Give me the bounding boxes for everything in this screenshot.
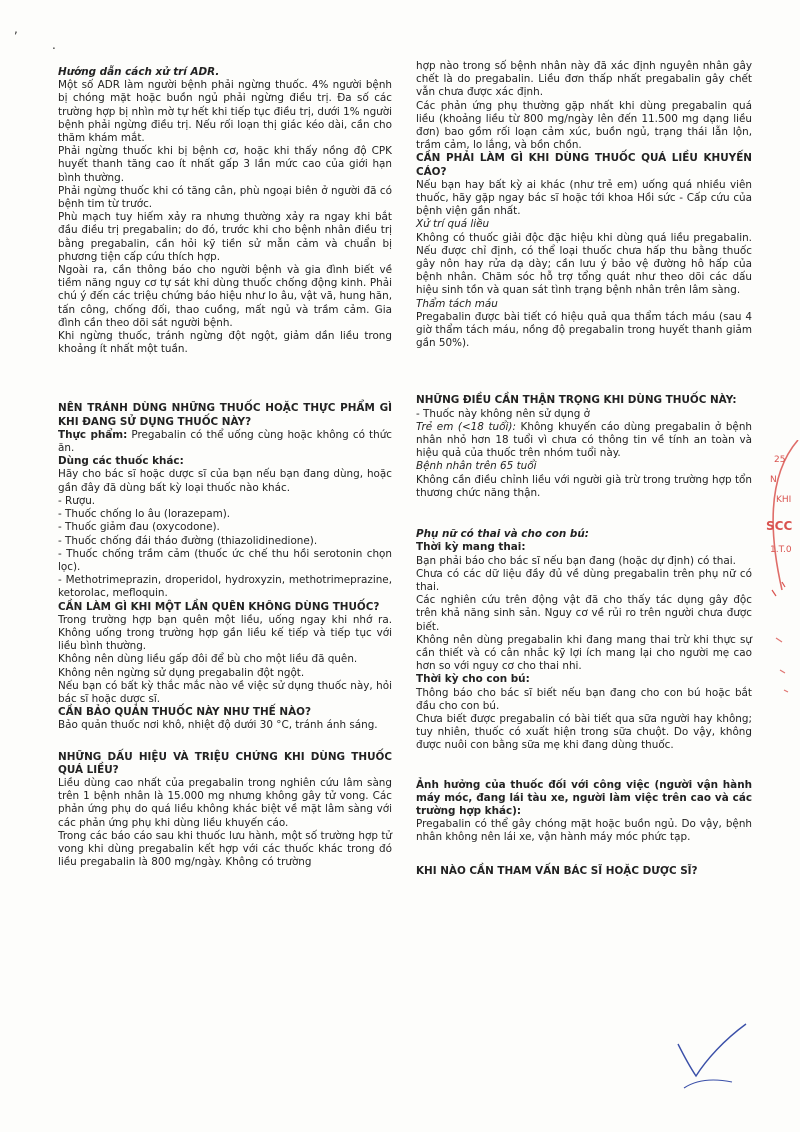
adr-heading: Hướng dẫn cách xử trí ADR.	[58, 66, 220, 78]
pregnancy-para-3: Các nghiên cứu trên động vật đã cho thấy tác dụng gây độc trên khả năng sinh sản. Nguy cơ về rủi ro trên người chưa được biết.	[416, 594, 752, 633]
adr-para-2: Phải ngừng thuốc khi bị bệnh cơ, hoặc khi thấy nồng độ CPK huyết thanh tăng cao ít nhất gấp 3 lần mức cao của giới hạn bình thường.	[58, 145, 392, 184]
stamp-text: 25	[774, 455, 786, 465]
drug-list-item: - Rượu.	[58, 494, 96, 507]
overdose-management-text: Không có thuốc giải độc đặc hiệu khi dùng quá liều pregabalin. Nếu được chỉ định, có thể loại thuốc chưa hấp thu bằng thuốc gây nôn hay rửa dạ dày; cần lưu ý bảo vệ đường hô hấp của bệnh nhân. Chăm sóc hỗ trợ tổng quát như theo dõi các dấu hiệu sinh tồn và quan sát tình trạng bệnh nhân trên lâm sàng.	[416, 231, 752, 297]
overdose-management-label: Xử trí quá liều	[416, 218, 490, 231]
elderly-text: Không cần điều chỉnh liều với người già trừ trong trường hợp tổn thương chức năng thận.	[416, 473, 752, 499]
avoid-heading: NÊN TRÁNH DÙNG NHỮNG THUỐC HOẶC THỰC PHẨM GÌ KHI ĐANG SỬ DỤNG THUỐC NÀY?	[58, 402, 392, 428]
overdose-signs-para-2: Trong các báo cáo sau khi thuốc lưu hành, một số trường hợp tử vong khi dùng pregabalin kết hợp với các thuốc khác trong đó liều pregabalin là 800 mg/ngày. Không có trường	[58, 829, 392, 869]
caution-intro: - Thuốc này không nên sử dụng ở	[416, 407, 590, 420]
scan-mark: ,	[14, 22, 18, 36]
food-label: Thực phẩm:	[58, 428, 128, 441]
missed-dose-heading: CẦN LÀM GÌ KHI MỘT LẦN QUÊN KHÔNG DÙNG THUỐC?	[58, 600, 380, 613]
drug-list-item: - Thuốc chống đái tháo đường (thiazolidinedione).	[58, 534, 318, 547]
overdose-action-heading: CẦN PHẢI LÀM GÌ KHI DÙNG THUỐC QUÁ LIỀU KHUYẾN CÁO?	[416, 152, 752, 178]
overdose-action-text: Nếu bạn hay bất kỳ ai khác (như trẻ em) uống quá nhiều viên thuốc, hãy gặp ngay bác sĩ hoặc tới khoa Hồi sức - Cấp cứu của bệnh viện gần nhất.	[416, 178, 752, 218]
other-drugs-intro: Hãy cho bác sĩ hoặc dược sĩ của bạn nếu bạn đang dùng, hoặc gần đây đã dùng bất kỳ loại thuốc nào khác.	[58, 468, 392, 494]
food-paragraph	[58, 429, 392, 455]
missed-para-1: Trong trường hợp bạn quên một liều, uống ngay khi nhớ ra. Không uống trong trường hợp gần liều kế tiếp và tiếp tục với liều bình thường.	[58, 613, 392, 653]
missed-para-2: Không nên dùng liều gấp đôi để bù cho một liều đã quên.	[58, 653, 358, 666]
pregnancy-para-2: Chưa có các dữ liệu đầy đủ về dùng pregabalin trên phụ nữ có thai.	[416, 567, 752, 593]
pregnancy-para-1: Bạn phải báo cho bác sĩ nếu bạn đang (hoặc dự định) có thai.	[416, 554, 736, 567]
adr-para-1: Một số ADR làm người bệnh phải ngừng thuốc. 4% người bệnh bị chóng mặt hoặc buồn ngủ phải ngừng điều trị. Đa số các trường hợp bị nhìn mờ tự hết khi tiếp tục điều trị, dưới 1% người bệnh phải ngừng điều trị. Nếu rối loạn thị giác kéo dài, cần cho thăm khám mắt.	[58, 79, 392, 145]
storage-heading: CẦN BẢO QUẢN THUỐC NÀY NHƯ THẾ NÀO?	[58, 706, 311, 719]
lactation-para-2: Chưa biết được pregabalin có bài tiết qua sữa người hay không; tuy nhiên, thuốc có xuất hiện trong sữa chuột. Do vậy, không được nuôi con bằng sữa mẹ khi đang dùng thuốc.	[416, 712, 752, 752]
stamp-fragment	[752, 440, 800, 600]
adr-para-3: Phải ngừng thuốc khi có tăng cân, phù ngoại biên ở người đã có bệnh tim từ trước.	[58, 184, 392, 211]
overdose-cont-para-1: hợp nào trong số bệnh nhân này đã xác định nguyên nhân gây chết là do pregabalin. Liều đơn thấp nhất pregabalin gây chết vẫn chưa được xác định.	[416, 60, 752, 99]
elderly-label: Bệnh nhân trên 65 tuổi	[416, 460, 537, 473]
dialysis-text: Pregabalin được bài tiết có hiệu quả qua thẩm tách máu (sau 4 giờ thẩm tách máu, nồng độ pregabalin trong huyết thanh giảm gần 50%).	[416, 310, 752, 350]
pregnant-heading: Phụ nữ có thai và cho con bú:	[416, 528, 589, 541]
children-label: Trẻ em (<18 tuổi):	[416, 420, 516, 433]
storage-text: Bảo quản thuốc nơi khô, nhiệt độ dưới 30 °C, tránh ánh sáng.	[58, 719, 378, 732]
stamp-marks	[766, 630, 796, 700]
drug-list-item: - Thuốc giảm đau (oxycodone).	[58, 521, 220, 534]
overdose-signs-para-1: Liều dùng cao nhất của pregabalin trong nghiên cứu lâm sàng trên 1 bệnh nhân là 15.000 mg nhưng không gây tử vong. Các phản ứng phụ do quá liều không khác biệt về mặt lâm sàng với các phản ứng phụ khi dùng liều khuyến cáo.	[58, 776, 392, 829]
other-drugs-heading: Dùng các thuốc khác:	[58, 455, 184, 468]
overdose-cont-para-2: Các phản ứng phụ thường gặp nhất khi dùng pregabalin quá liều (khoảng liều từ 800 mg/ngày lên đến 11.500 mg dạng liều đơn) bao gồm rối loạn cảm xúc, buồn ngủ, trạng thái lẫn lộn, trầm cảm, lo lắng, và bồn chồn.	[416, 99, 752, 152]
lactation-subheading: Thời kỳ cho con bú:	[416, 673, 530, 686]
adr-para-5: Ngoài ra, cần thông báo cho người bệnh và gia đình biết về tiềm năng nguy cơ tự sát khi dùng thuốc chống động kinh. Phải chú ý đến các triệu chứng báo hiệu như lo âu, vật vã, hung hăn, tấn công, chống đối, thao cuồng, mất ngủ và trầm cảm. Gia đình cần theo dõi sát người bệnh.	[58, 264, 392, 329]
missed-para-4: Nếu bạn có bất kỳ thắc mắc nào về việc sử dụng thuốc này, hỏi bác sĩ hoặc dược sĩ.	[58, 679, 392, 705]
stamp-text: N	[770, 475, 777, 485]
consult-heading: KHI NÀO CẦN THAM VẤN BÁC SĨ HOẶC DƯỢC SĨ?	[416, 864, 698, 877]
stamp-text: SCC	[766, 519, 793, 533]
dialysis-label: Thẩm tách máu	[416, 297, 498, 310]
missed-para-3: Không nên ngừng sử dụng pregabalin đột ngột.	[58, 666, 305, 679]
right-column	[416, 60, 752, 878]
children-paragraph	[416, 421, 752, 461]
food-text: Pregabalin có thể uống cùng hoặc không có thức ăn.	[58, 428, 392, 455]
lactation-para-1: Thông báo cho bác sĩ biết nếu bạn đang cho con bú hoặc bắt đầu cho con bú.	[416, 686, 752, 712]
left-column	[58, 66, 392, 869]
drug-list-item: - Thuốc chống lo âu (lorazepam).	[58, 508, 231, 521]
overdose-signs-heading: NHỮNG DẤU HIỆU VÀ TRIỆU CHỨNG KHI DÙNG THUỐC QUÁ LIỀU?	[58, 750, 392, 776]
stamp-text: 1.T.0	[770, 545, 792, 555]
adr-para-4: Phù mạch tuy hiếm xảy ra nhưng thường xảy ra ngay khi bắt đầu điều trị pregabalin; do đó, trước khi cho bệnh nhân điều trị bằng pregabalin, cần hỏi kỹ tiền sử mẫn cảm và chuẩn bị phương tiện cấp cứu thích hợp.	[58, 211, 392, 263]
signature	[676, 1020, 752, 1092]
adr-para-6: Khi ngừng thuốc, tránh ngừng đột ngột, giảm dần liều trong khoảng ít nhất một tuần.	[58, 330, 392, 356]
stamp-text: KHI	[776, 495, 792, 505]
drug-list-item: - Thuốc chống trầm cảm (thuốc ức chế thu hồi serotonin chọn lọc).	[58, 547, 392, 573]
pregnancy-para-4: Không nên dùng pregabalin khi đang mang thai trừ khi thực sự cần thiết và có cân nhắc kỹ lợi ích mang lại cho người mẹ cao hơn so với nguy cơ cho thai nhi.	[416, 633, 752, 673]
drug-list-item: - Methotrimeprazin, droperidol, hydroxyzin, methotrimeprazine, ketorolac, mefloquin.	[58, 574, 392, 600]
work-text: Pregabalin có thể gây chóng mặt hoặc buồn ngủ. Do vậy, bệnh nhân không nên lái xe, vận hành máy móc phức tạp.	[416, 818, 752, 844]
caution-heading: NHỮNG ĐIỀU CẦN THẬN TRỌNG KHI DÙNG THUỐC NÀY:	[416, 394, 737, 407]
children-text: Không khuyến cáo dùng pregabalin ở bệnh nhân nhỏ hơn 18 tuổi vì chưa có thông tin về tính an toàn và hiệu quả của thuốc trên nhóm tuổi này.	[416, 420, 752, 460]
scan-mark: .	[52, 38, 56, 52]
pregnancy-subheading: Thời kỳ mang thai:	[416, 541, 526, 554]
work-heading: Ảnh hưởng của thuốc đối với công việc (người vận hành máy móc, đang lái tàu xe, người làm việc trên cao và các trường hợp khác):	[416, 778, 752, 817]
